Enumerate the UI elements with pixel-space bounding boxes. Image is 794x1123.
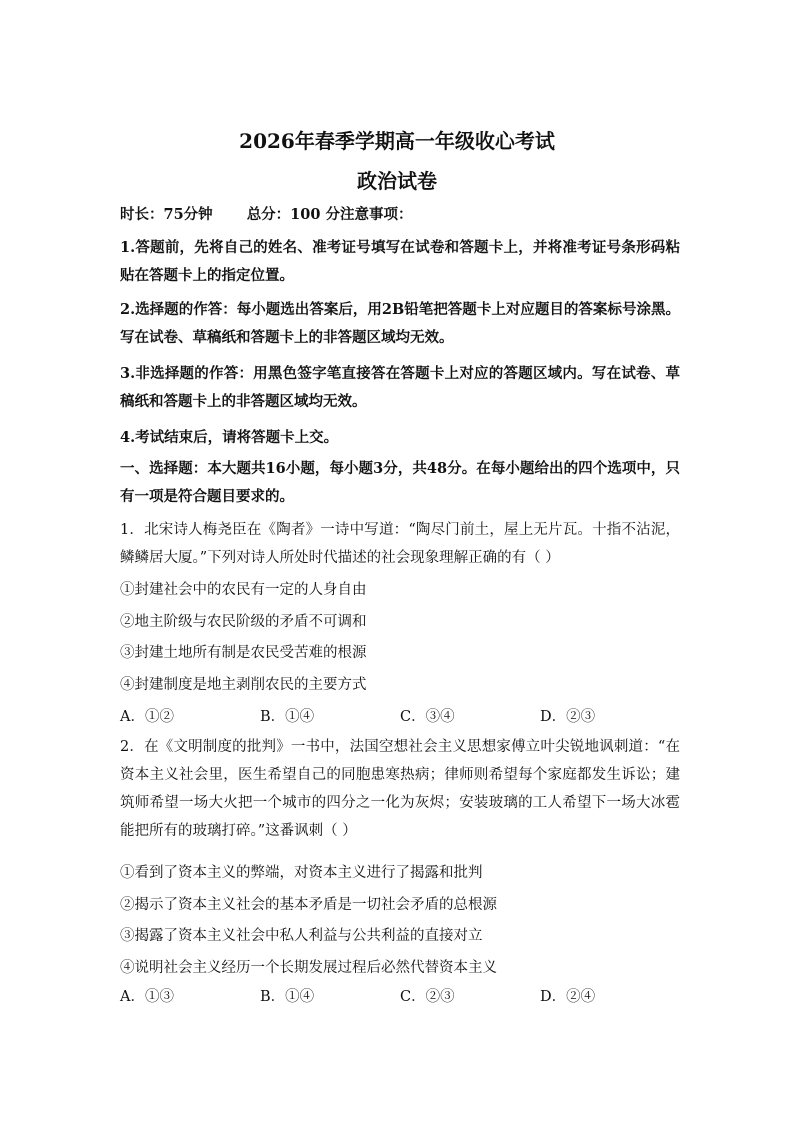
question-2-choice-d: D．②④ xyxy=(540,989,596,1005)
question-2-choice-b: B．①④ xyxy=(260,989,315,1005)
question-2-option-3: ③揭露了资本主义社会中私人利益与公共利益的直接对立 xyxy=(120,928,483,944)
instruction-2: 2.选择题的作答：每小题选出答案后，用2B铅笔把答题卡上对应题目的答案标号涂黑。写在试卷、草稿纸和答题卡上的非答题区域均无效。 xyxy=(120,301,680,346)
question-1-option-4: ④封建制度是地主剥削农民的主要方式 xyxy=(120,676,367,693)
question-1-stem: 1．北宋诗人梅尧臣在《陶者》一诗中写道：“陶尽门前土，屋上无片瓦。十指不沾泥，鳞鳞居大厦。”下列对诗人所处时代描述的社会现象理解正确的有（ ） xyxy=(120,522,680,566)
question-2-option-1: ①看到了资本主义的弊端，对资本主义进行了揭露和批判 xyxy=(120,865,483,881)
question-1-choices xyxy=(120,703,680,731)
instruction-4: 4.考试结束后，请将答题卡上交。 xyxy=(120,429,339,446)
instruction-1: 1.答题前，先将自己的姓名、准考证号填写在试卷和答题卡上，并将准考证号条形码粘贴在答题卡上的指定位置。 xyxy=(120,239,680,284)
question-1-choice-c: C．③④ xyxy=(400,709,455,725)
exam-subject: 政治试卷 xyxy=(357,169,437,193)
question-2-choices xyxy=(120,983,680,1011)
exam-duration: 时长：75分钟 xyxy=(120,206,213,223)
question-2-stem: 2．在《文明制度的批判》一书中，法国空想社会主义思想家傅立叶尖锐地讽刺道：“在资本主义社会里，医生希望自己的同胞患寒热病；律师则希望每个家庭都发生诉讼；建筑师希望一场大火把一个城市的四分之一化为灰烬；安装玻璃的工人希望下一场大冰雹能把所有的玻璃打碎。”这番讽刺（ ） xyxy=(120,739,680,839)
exam-meta xyxy=(120,201,680,229)
question-1-option-3: ③封建土地所有制是农民受苦难的根源 xyxy=(120,645,367,661)
instruction-3: 3.非选择题的作答：用黑色签字笔直接答在答题卡上对应的答题区域内。写在试卷、草稿纸和答题卡上的非答题区域均无效。 xyxy=(120,365,680,410)
question-1-choice-a: A．①② xyxy=(120,709,174,725)
section-heading: 一、选择题：本大题共16小题，每小题3分，共48分。在每小题给出的四个选项中，只有一项是符合题目要求的。 xyxy=(120,460,680,505)
question-1-choice-b: B．①④ xyxy=(260,709,315,725)
question-1-option-1: ①封建社会中的农民有一定的人身自由 xyxy=(120,582,367,598)
question-2-options xyxy=(120,858,680,984)
question-1-options xyxy=(120,575,680,701)
question-2-option-4: ④说明社会主义经历一个长期发展过程后必然代替资本主义 xyxy=(120,959,497,976)
exam-title: 2026年春季学期高一年级收心考试 xyxy=(239,129,555,153)
question-2-choice-c: C．②③ xyxy=(400,989,455,1005)
question-2-choice-a: A．①③ xyxy=(120,989,174,1005)
question-1-option-2: ②地主阶级与农民阶级的矛盾不可调和 xyxy=(120,613,367,630)
question-2-option-2: ②揭示了资本主义社会的基本矛盾是一切社会矛盾的总根源 xyxy=(120,896,497,913)
exam-score: 总分：100 分注意事项： xyxy=(246,206,413,223)
question-1-choice-d: D．②③ xyxy=(540,709,596,725)
